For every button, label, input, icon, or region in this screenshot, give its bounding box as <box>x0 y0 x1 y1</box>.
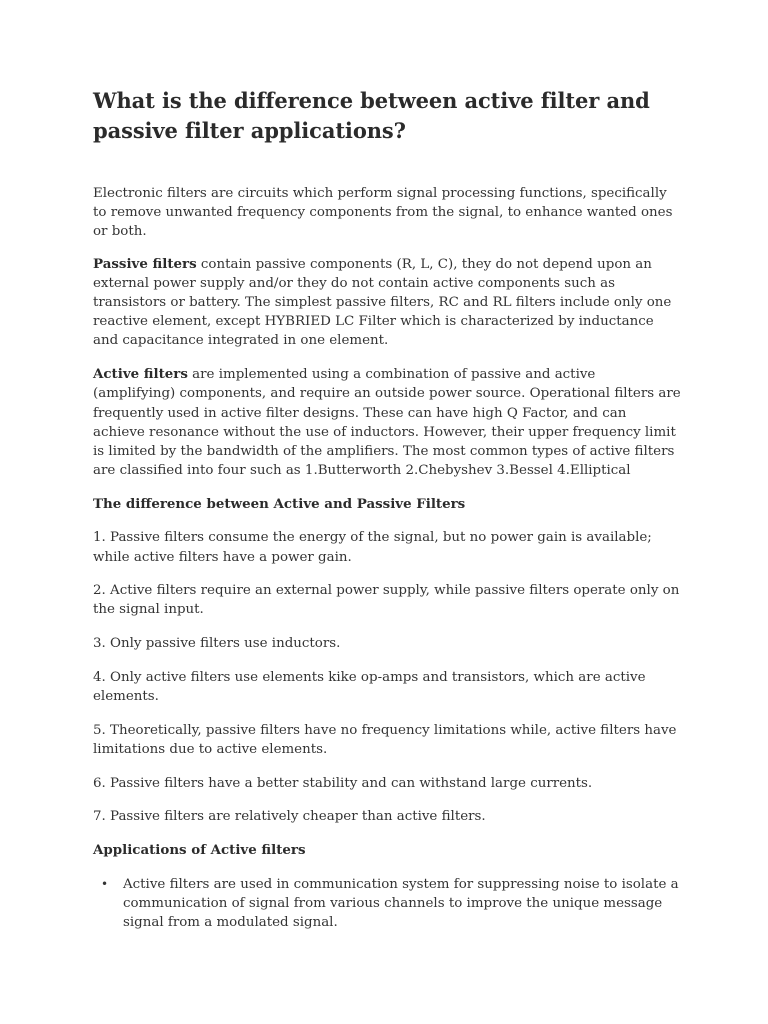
applications-heading: Applications of Active filters <box>93 842 306 859</box>
difference-item: 1. Passive filters consume the energy of the signal, but no power gain is available; while active filters have a power gain. <box>93 530 652 565</box>
bullet-icon: • <box>101 876 109 891</box>
passive-filters-term: Passive filters <box>93 255 197 272</box>
difference-item: 4. Only active filters use elements kike op-amps and transistors, which are active elements. <box>93 669 646 705</box>
intro-paragraph: Electronic filters are circuits which perform signal processing functions, specifically to remove unwanted frequency components from the signal, to enhance wanted ones or both. <box>93 186 673 240</box>
active-filters-term: Active filters <box>93 366 188 383</box>
application-item <box>93 875 681 933</box>
difference-item: 3. Only passive filters use inductors. <box>93 636 341 652</box>
document-page <box>93 86 681 946</box>
page-title: What is the difference between active filter and passive filter applications? <box>93 88 650 143</box>
differences-list <box>93 528 681 826</box>
active-filters-text: are implemented using a combination of passive and active (amplifying) components, and require an outside power source. Operational filters are frequently used in active filter designs. These can have high Q Factor, and can achieve resonance without the use of inductors. However, their upper frequency limit is limited by the bandwidth of the amplifiers. The most common types of active filters are classified into four such as 1.Butterworth 2.Chebyshev 3.Bessel 4.Elliptical <box>93 367 681 479</box>
difference-item: 2. Active filters require an external power supply, while passive filters operate only on the signal input. <box>93 583 680 618</box>
difference-item: 7. Passive filters are relatively cheaper than active filters. <box>93 809 486 825</box>
difference-item: 6. Passive filters have a better stability and can withstand large currents. <box>93 775 593 791</box>
passive-filters-paragraph <box>93 255 681 351</box>
difference-item: 5. Theoretically, passive filters have no frequency limitations while, active filters have limitations due to active elements. <box>93 722 677 757</box>
applications-list <box>93 875 681 933</box>
active-filters-paragraph <box>93 365 681 480</box>
application-item-text: Active filters are used in communication system for suppressing noise to isolate a communication of signal from various channels to improve the unique message signal from a modulated signal. <box>123 876 679 930</box>
passive-filters-text: contain passive components (R, L, C), they do not depend upon an external power supply and/or they do not contain active components such as transistors or battery. The simplest passive filters, RC and RL filters include only one reactive element, except HYBRIED LC Filter which is characterized by inductance and capacitance integrated in one element. <box>93 256 672 349</box>
differences-heading: The difference between Active and Passive Filters <box>93 495 466 512</box>
